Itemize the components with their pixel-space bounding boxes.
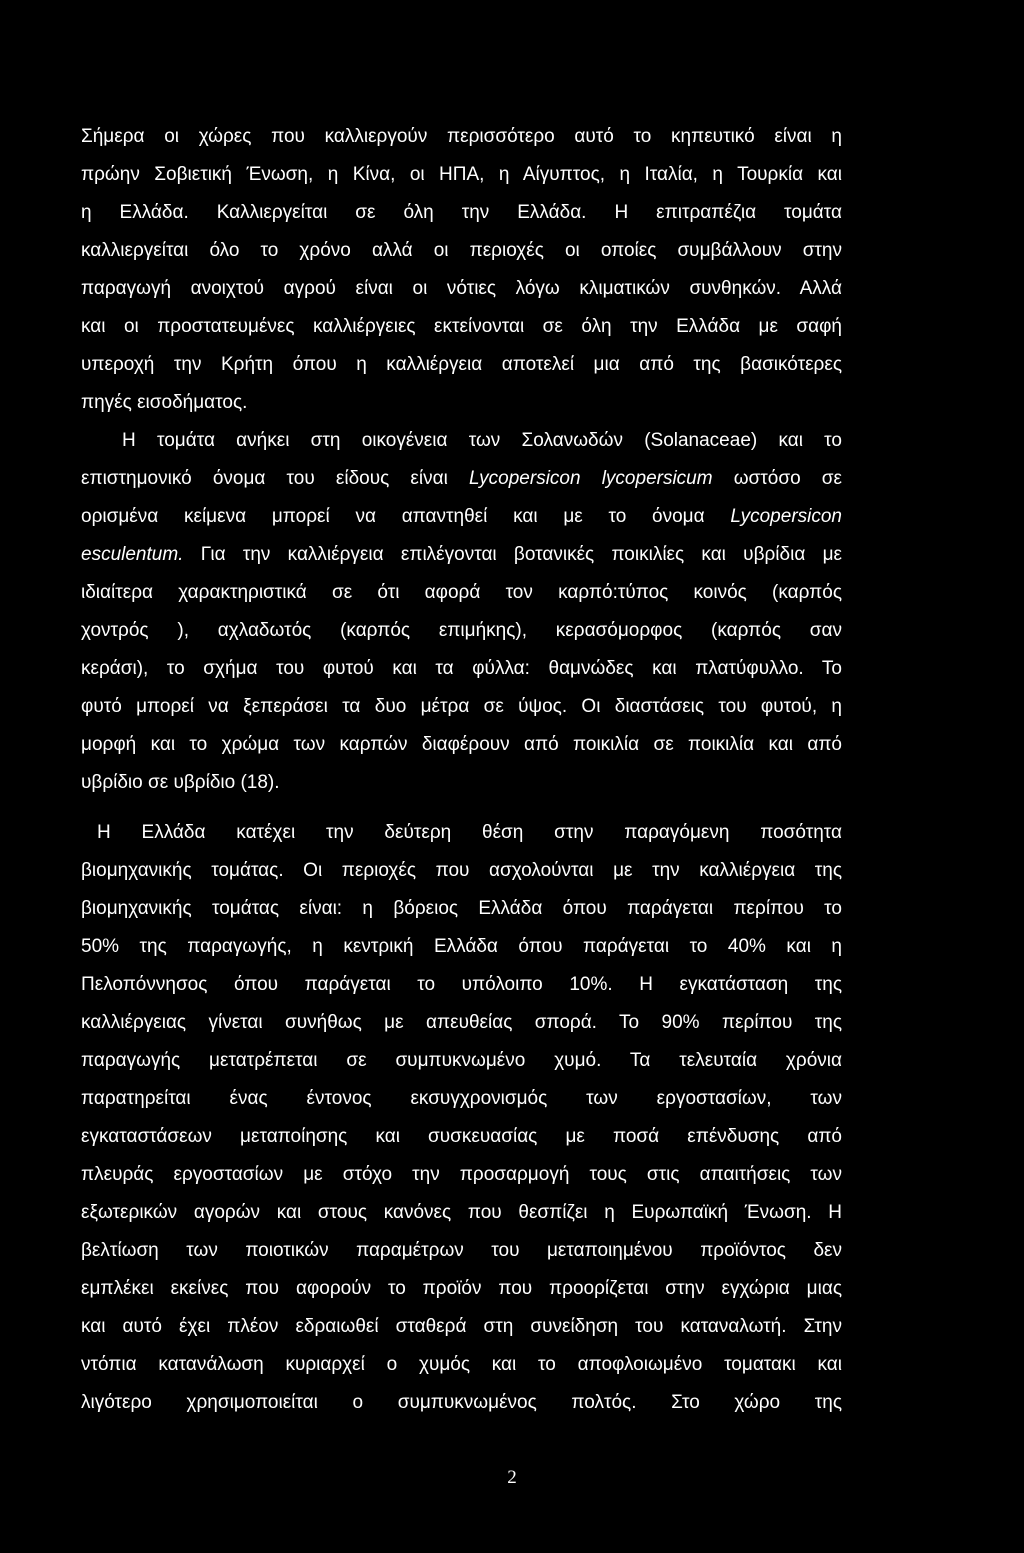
paragraph-3-line-2: βιομηχανικής τομάτας. Οι περιοχές που ασχολούνται με την καλλιέργεια της bbox=[81, 860, 842, 881]
paragraph-3-line-7: παραγωγής μετατρέπεται σε συμπυκνωμένο χυμό. Τα τελευταία χρόνια bbox=[81, 1050, 842, 1071]
scientific-name-lycopersicon: Lycopersicon bbox=[730, 506, 842, 527]
paragraph-2-line-4-text: Για την καλλιέργεια επιλέγονται βοτανικές ποικιλίες και υβρίδια με bbox=[183, 544, 842, 565]
paragraph-2-line-6: χοντρός ), αχλαδωτός (καρπός επιμήκης), κερασόμορφος (καρπός σαν bbox=[81, 620, 842, 641]
paragraph-2-line-1: Η τομάτα ανήκει στη οικογένεια των Σολανωδών (Solanaceae) και το bbox=[122, 430, 842, 451]
paragraph-3-line-3: βιομηχανικής τομάτας είναι: η βόρειος Ελλάδα όπου παράγεται περίπου το bbox=[81, 898, 842, 919]
page-number: 2 bbox=[507, 1467, 517, 1488]
paragraph-2-line-3 bbox=[81, 502, 842, 532]
paragraph-2-line-4 bbox=[81, 540, 842, 570]
paragraph-2-line-2-text-a: επιστημονικό όνομα του είδους είναι bbox=[81, 468, 469, 489]
paragraph-2-line-9: μορφή και το χρώμα των καρπών διαφέρουν από ποικιλία σε ποικιλία και από bbox=[81, 734, 842, 755]
paragraph-3-line-14: και αυτό έχει πλέον εδραιωθεί σταθερά στη συνείδηση του καταναλωτή. Στην bbox=[81, 1316, 842, 1337]
paragraph-1-line-8: πηγές εισοδήματος. bbox=[81, 392, 248, 413]
paragraph-3-line-9: εγκαταστάσεων μεταποίησης και συσκευασίας με ποσά επένδυσης από bbox=[81, 1126, 842, 1147]
paragraph-3-line-5: Πελοπόννησος όπου παράγεται το υπόλοιπο 10%. Η εγκατάσταση της bbox=[81, 974, 842, 995]
paragraph-3-line-13: εμπλέκει εκείνες που αφορούν το προϊόν που προορίζεται στην εγχώρια μιας bbox=[81, 1278, 842, 1299]
paragraph-3-line-1: Η Ελλάδα κατέχει την δεύτερη θέση στην παραγόμενη ποσότητα bbox=[97, 822, 842, 843]
paragraph-2-line-7: κεράσι), το σχήμα του φυτού και τα φύλλα: θαμνώδες και πλατύφυλλο. Το bbox=[81, 658, 842, 679]
paragraph-3-line-16: λιγότερο χρησιμοποιείται ο συμπυκνωμένος πολτός. Στο χώρο της bbox=[81, 1392, 842, 1413]
paragraph-3-line-15: ντόπια κατανάλωση κυριαρχεί ο χυμός και το αποφλοιωμένο τοματακι και bbox=[81, 1354, 842, 1375]
paragraph-3-line-11: εξωτερικών αγορών και στους κανόνες που θεσπίζει η Ευρωπαϊκή Ένωση. Η bbox=[81, 1202, 842, 1223]
paragraph-2-line-5: ιδιαίτερα χαρακτηριστικά σε ότι αφορά τον καρπό:τύπος κοινός (καρπός bbox=[81, 582, 842, 603]
paragraph-1-line-6: και οι προστατευμένες καλλιέργειες εκτείνονται σε όλη την Ελλάδα με σαφή bbox=[81, 316, 842, 337]
paragraph-1-line-2: πρώην Σοβιετική Ένωση, η Κίνα, οι ΗΠΑ, η Αίγυπτος, η Ιταλία, η Τουρκία και bbox=[81, 164, 842, 185]
paragraph-1-line-5: παραγωγή ανοιχτού αγρού είναι οι νότιες λόγω κλιματικών συνθηκών. Αλλά bbox=[81, 278, 842, 299]
paragraph-2-line-10: υβρίδιο σε υβρίδιο (18). bbox=[81, 772, 280, 793]
paragraph-3-line-4: 50% της παραγωγής, η κεντρική Ελλάδα όπου παράγεται το 40% και η bbox=[81, 936, 842, 957]
paragraph-2-line-8: φυτό μπορεί να ξεπεράσει τα δυο μέτρα σε ύψος. Οι διαστάσεις του φυτού, η bbox=[81, 696, 842, 717]
paragraph-3-line-10: πλευράς εργοστασίων με στόχο την προσαρμογή τους στις απαιτήσεις των bbox=[81, 1164, 842, 1185]
paragraph-1-line-3: η Ελλάδα. Καλλιεργείται σε όλη την Ελλάδα. Η επιτραπέζια τομάτα bbox=[81, 202, 842, 223]
paragraph-1-line-1: Σήμερα οι χώρες που καλλιεργούν περισσότερο αυτό το κηπευτικό είναι η bbox=[81, 126, 842, 147]
paragraph-3-line-6: καλλιέργειας γίνεται συνήθως με απευθείας σπορά. Το 90% περίπου της bbox=[81, 1012, 842, 1033]
paragraph-3-line-12: βελτίωση των ποιοτικών παραμέτρων του μεταποιημένου προϊόντος δεν bbox=[81, 1240, 842, 1261]
paragraph-2-line-2-text-b: ωστόσο σε bbox=[712, 468, 842, 489]
paragraph-3-line-8: παρατηρείται ένας έντονος εκσυγχρονισμός των εργοστασίων, των bbox=[81, 1088, 842, 1109]
paragraph-1-line-7: υπεροχή την Κρήτη όπου η καλλιέργεια αποτελεί μια από της βασικότερες bbox=[81, 354, 842, 375]
paragraph-2-line-2 bbox=[81, 464, 842, 494]
paragraph-2-line-3-text: ορισμένα κείμενα μπορεί να απαντηθεί και με το όνομα bbox=[81, 506, 731, 527]
scientific-name-esculentum: esculentum. bbox=[81, 544, 184, 565]
scientific-name-lycopersicum: Lycopersicon lycopersicum bbox=[468, 468, 713, 489]
paragraph-1-line-4: καλλιεργείται όλο το χρόνο αλλά οι περιοχές οι οποίες συμβάλλουν στην bbox=[81, 240, 842, 261]
